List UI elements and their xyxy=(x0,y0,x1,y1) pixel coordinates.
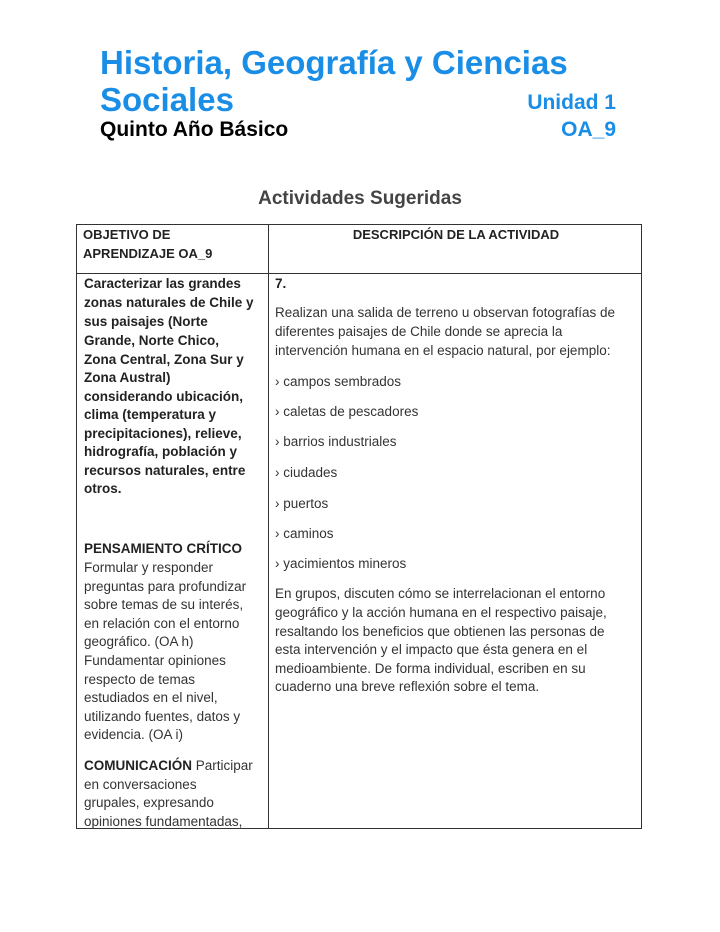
text-segment: Fundamentar opiniones xyxy=(84,653,226,668)
text-segment: resaltando los beneficios que obtienen las personas de xyxy=(275,624,605,639)
text-segment: evidencia. (OA i) xyxy=(84,727,184,742)
text-line xyxy=(84,757,253,775)
text-segment: grupales, expresando xyxy=(84,795,214,810)
activities-table xyxy=(76,224,642,829)
text-segment: considerando ubicación, xyxy=(84,389,244,404)
text-line xyxy=(84,369,171,387)
text-segment: opiniones fundamentadas, xyxy=(84,814,243,829)
text-segment: Realizan una salida de terreno u observan fotografías de xyxy=(275,305,615,320)
text-line xyxy=(84,425,242,443)
text-line xyxy=(84,578,246,596)
text-segment: medioambiente. De forma individual, escriben en su xyxy=(275,661,586,676)
text-segment: Zona Central, Zona Sur y xyxy=(84,352,244,367)
text-line xyxy=(84,689,218,707)
col1-header-line2: APRENDIZAJE OA_9 xyxy=(83,246,213,261)
text-segment: › barrios industriales xyxy=(275,434,397,449)
text-line xyxy=(84,480,122,498)
text-segment: › campos sembrados xyxy=(275,374,402,389)
text-line xyxy=(275,304,615,322)
text-line xyxy=(84,313,208,331)
text-line xyxy=(275,555,406,573)
text-segment: geográfico. (OA h) xyxy=(84,634,194,649)
text-segment: zonas naturales de Chile y xyxy=(84,295,254,310)
text-line xyxy=(275,623,604,641)
text-segment: utilizando fuentes, datos y xyxy=(84,709,241,724)
text-segment: esta intervención y el impacto que ésta genera en el xyxy=(275,642,588,657)
text-line xyxy=(84,794,214,812)
text-segment: PENSAMIENTO CRÍTICO xyxy=(84,541,243,556)
text-segment: › ciudades xyxy=(275,465,338,480)
grade-label: Quinto Año Básico xyxy=(100,118,289,141)
text-segment: Participar xyxy=(192,758,253,773)
text-line xyxy=(84,708,240,726)
title-line-1: Historia, Geografía y Ciencias xyxy=(100,44,568,81)
column-divider xyxy=(268,225,269,828)
text-line xyxy=(84,294,254,312)
text-line xyxy=(275,464,337,482)
text-segment: › puertos xyxy=(275,496,329,511)
text-line xyxy=(84,726,183,744)
text-segment: sobre temas de su interés, xyxy=(84,597,244,612)
text-line xyxy=(84,332,219,350)
text-line xyxy=(84,559,213,577)
col1-header-line1: OBJETIVO DE xyxy=(83,227,171,242)
text-segment: clima (temperatura y xyxy=(84,407,217,422)
text-line xyxy=(275,323,562,341)
text-line xyxy=(84,443,237,461)
text-line xyxy=(84,388,243,406)
text-line xyxy=(84,633,194,651)
text-line xyxy=(84,351,244,369)
text-segment: en conversaciones xyxy=(84,777,197,792)
text-line xyxy=(84,671,195,689)
text-segment: › caminos xyxy=(275,526,334,541)
text-segment: › yacimientos mineros xyxy=(275,556,407,571)
text-line xyxy=(275,275,286,293)
text-line xyxy=(84,813,242,831)
text-line xyxy=(84,596,243,614)
section-title: Actividades Sugeridas xyxy=(258,188,462,209)
col2-header: DESCRIPCIÓN DE LA ACTIVIDAD xyxy=(352,227,560,242)
text-line xyxy=(275,585,605,603)
text-line xyxy=(275,403,418,421)
col1-header xyxy=(83,225,212,263)
text-line xyxy=(84,275,241,293)
text-segment: precipitaciones), relieve, xyxy=(84,426,242,441)
text-line xyxy=(84,462,245,480)
header-divider xyxy=(77,273,641,274)
text-segment: diferentes paisajes de Chile donde se aprecia la xyxy=(275,324,563,339)
text-segment: 7. xyxy=(275,276,287,291)
text-line xyxy=(84,652,226,670)
text-line xyxy=(275,433,397,451)
text-line xyxy=(275,678,539,696)
text-segment: COMUNICACIÓN xyxy=(84,758,192,773)
text-segment: otros. xyxy=(84,481,122,496)
text-segment: sus paisajes (Norte xyxy=(84,314,208,329)
text-line xyxy=(275,373,401,391)
text-segment: en relación con el entorno xyxy=(84,616,240,631)
text-segment: › caletas de pescadores xyxy=(275,404,419,419)
text-line xyxy=(275,525,334,543)
text-line xyxy=(84,406,216,424)
text-segment: hidrografía, población y xyxy=(84,444,238,459)
oa-code: OA_9 xyxy=(561,118,616,141)
text-line xyxy=(84,540,242,558)
text-segment: Grande, Norte Chico, xyxy=(84,333,220,348)
text-line xyxy=(84,615,239,633)
text-line xyxy=(275,660,586,678)
unit-label: Unidad 1 xyxy=(527,91,616,114)
text-line xyxy=(275,495,328,513)
text-line xyxy=(84,776,197,794)
text-segment: geográfico y la acción humana en el respectivo paisaje, xyxy=(275,605,607,620)
title-line-2: Sociales xyxy=(100,81,234,118)
text-line xyxy=(275,604,607,622)
text-segment: Caracterizar las grandes xyxy=(84,276,241,291)
text-segment: En grupos, discuten cómo se interrelacionan el entorno xyxy=(275,586,606,601)
text-segment: intervención humana en el espacio natural, por ejemplo: xyxy=(275,343,611,358)
text-line xyxy=(275,342,610,360)
text-segment: Formular y responder xyxy=(84,560,214,575)
text-segment: respecto de temas xyxy=(84,672,196,687)
text-segment: preguntas para profundizar xyxy=(84,579,247,594)
text-segment: cuaderno una breve reflexión sobre el tema. xyxy=(275,679,540,694)
text-segment: recursos naturales, entre xyxy=(84,463,246,478)
text-segment: Zona Austral) xyxy=(84,370,171,385)
text-segment: estudiados en el nivel, xyxy=(84,690,218,705)
text-line xyxy=(275,641,587,659)
